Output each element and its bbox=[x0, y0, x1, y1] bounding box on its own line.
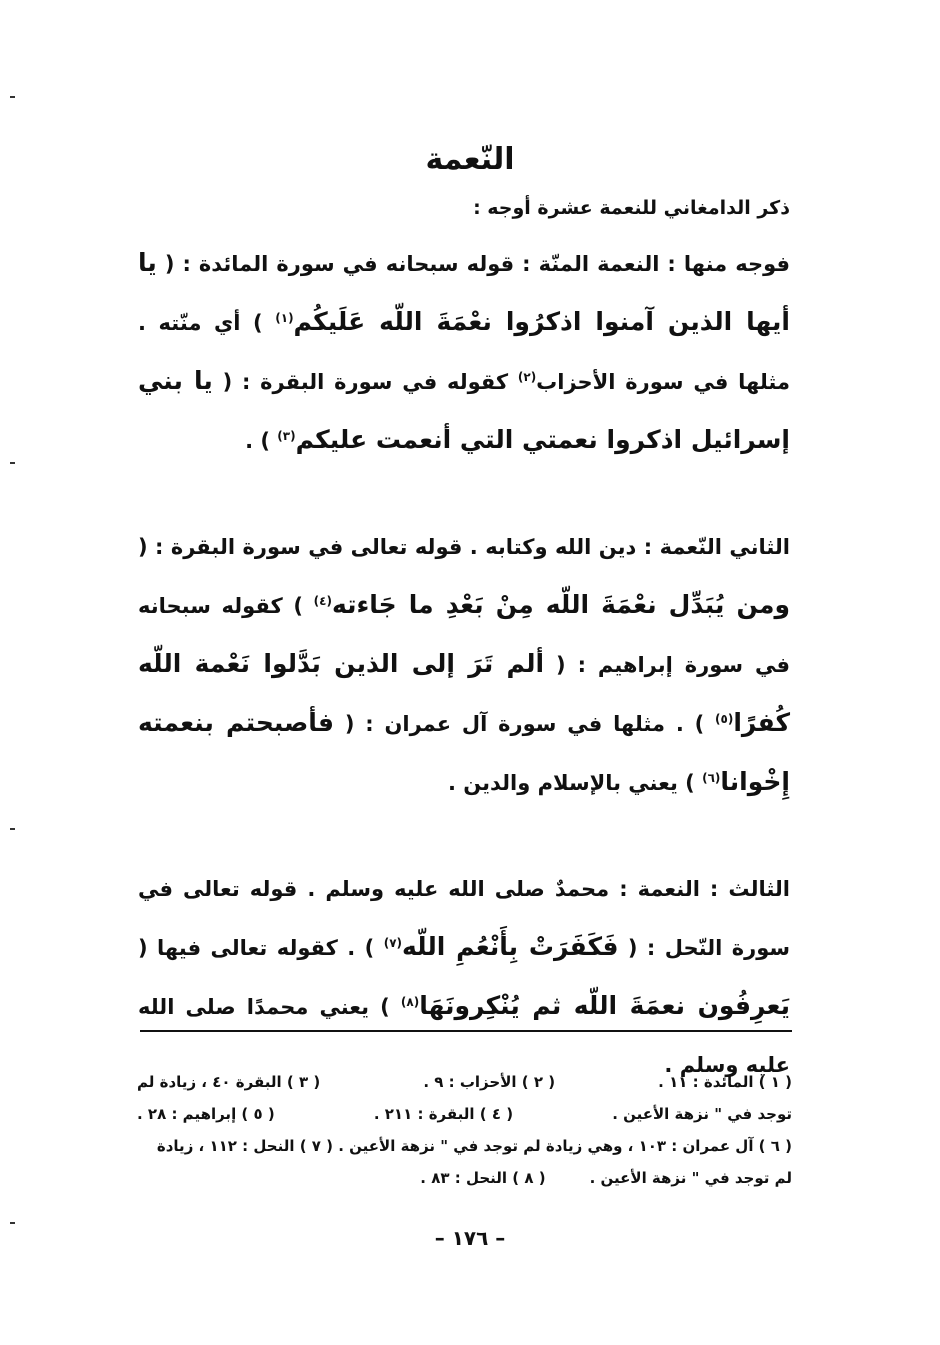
text-segment: ) أي منّته . مثلها في سورة الأحزاب bbox=[138, 311, 791, 394]
text-segment: ) يعني محمدًا صلى الله عليه وسلم . bbox=[138, 995, 790, 1077]
quran-quote: فَكَفَرَتْ بِأَنْعُمِ اللّه bbox=[402, 932, 619, 961]
text-segment: ) . مثلها في سورة آل عمران : ( bbox=[344, 712, 705, 736]
text-segment: ) . كقوله تعالى فيها ( bbox=[138, 936, 375, 960]
text-segment: كقوله في سورة البقرة : ( bbox=[222, 370, 509, 394]
footnote-ref: (٨) bbox=[400, 995, 420, 1009]
intro-line: ذكر الدامغاني للنعمة عشرة أوجه : bbox=[473, 197, 790, 219]
quran-quote: يا أيها الذين آمنوا اذكرُوا نعْمَةَ اللّه عَلَيكُم bbox=[138, 248, 790, 336]
footnote-ref: (٧) bbox=[383, 936, 403, 950]
footnote: ( ٥ ) إبراهيم : ٢٨ . bbox=[137, 1105, 275, 1123]
footnote: ( ٨ ) النحل : ٨٣ . bbox=[420, 1169, 546, 1187]
footnote-row bbox=[137, 1066, 792, 1098]
footnote-divider bbox=[140, 1030, 792, 1032]
text-segment: فوجه منها : النعمة المنّة : قوله سبحانه في سورة المائدة : ( bbox=[164, 252, 790, 276]
footnote-ref: (٦) bbox=[702, 771, 721, 785]
footnote: ( ٢ ) الأحزاب : ٩ . bbox=[423, 1073, 556, 1091]
scan-edge-mark bbox=[10, 462, 15, 464]
text-segment: ) . bbox=[245, 429, 270, 453]
paragraph-second-meaning bbox=[138, 518, 790, 812]
quran-quote: يَعرِفُون نعمَةَ اللّه ثم يُنْكِرونَهَا bbox=[419, 991, 790, 1020]
footnote: ( ١ ) المائدة : ١١ . bbox=[658, 1073, 792, 1091]
quran-quote: يا بني إسرائيل اذكروا نعمتي التي أنعمت عليكم bbox=[138, 366, 790, 454]
footnote-row bbox=[137, 1162, 792, 1194]
footnote: ( ٤ ) البقرة : ٢١١ . bbox=[373, 1105, 514, 1123]
footnote-ref: (١) bbox=[275, 311, 294, 325]
footnote-row bbox=[137, 1098, 792, 1130]
paragraph-third-meaning bbox=[138, 860, 790, 1094]
page-title: النّعمة bbox=[425, 142, 515, 177]
quran-quote: ومن يُبَدِّل نعْمَةَ اللّه مِنْ بَعْدِ ما جَاءته bbox=[331, 590, 790, 619]
footnote: توجد في " نزهة الأعين . bbox=[612, 1105, 792, 1123]
footnote-ref: (٤) bbox=[313, 594, 332, 608]
scan-edge-mark bbox=[10, 1222, 15, 1224]
text-segment: الثاني النّعمة : دين الله وكتابه . قوله تعالى في سورة البقرة : ( bbox=[138, 535, 790, 559]
footnote-ref: (٣) bbox=[277, 429, 296, 443]
quran-quote: ألم تَرَ إلى الذين بَدَّلوا نَعْمة اللّه كُفرًا bbox=[138, 649, 790, 737]
footnote-ref: (٥) bbox=[715, 712, 734, 726]
text-segment: ) كقوله سبحانه في سورة إبراهيم : ( bbox=[138, 594, 790, 677]
footnote-ref: (٢) bbox=[517, 370, 537, 384]
quran-quote: فأصبحتم بنعمته إِخْوانا bbox=[138, 708, 790, 796]
scan-edge-mark bbox=[10, 96, 15, 98]
footnote: ( ٣ ) البقرة ٤٠ ، زيادة لم bbox=[137, 1073, 321, 1091]
page-number: – ١٧٦ – bbox=[434, 1226, 506, 1250]
scan-edge-mark bbox=[10, 828, 15, 830]
footnote-row: ( ٦ ) آل عمران : ١٠٣ ، وهي زيادة لم توجد في " نزهة الأعين . ( ٧ ) النحل : ١١٢ ، زيادة bbox=[156, 1137, 792, 1155]
text-segment: ) يعني بالإسلام والدين . bbox=[447, 771, 695, 795]
text-segment: الثالث : النعمة : محمدٌ صلى الله عليه وسلم . قوله تعالى في سورة النّحل : ( bbox=[138, 877, 791, 960]
footnotes bbox=[137, 1066, 792, 1194]
main-text bbox=[138, 186, 790, 1094]
paragraph-first-meaning bbox=[138, 234, 790, 470]
footnote: لم توجد في " نزهة الأعين . bbox=[589, 1169, 792, 1187]
